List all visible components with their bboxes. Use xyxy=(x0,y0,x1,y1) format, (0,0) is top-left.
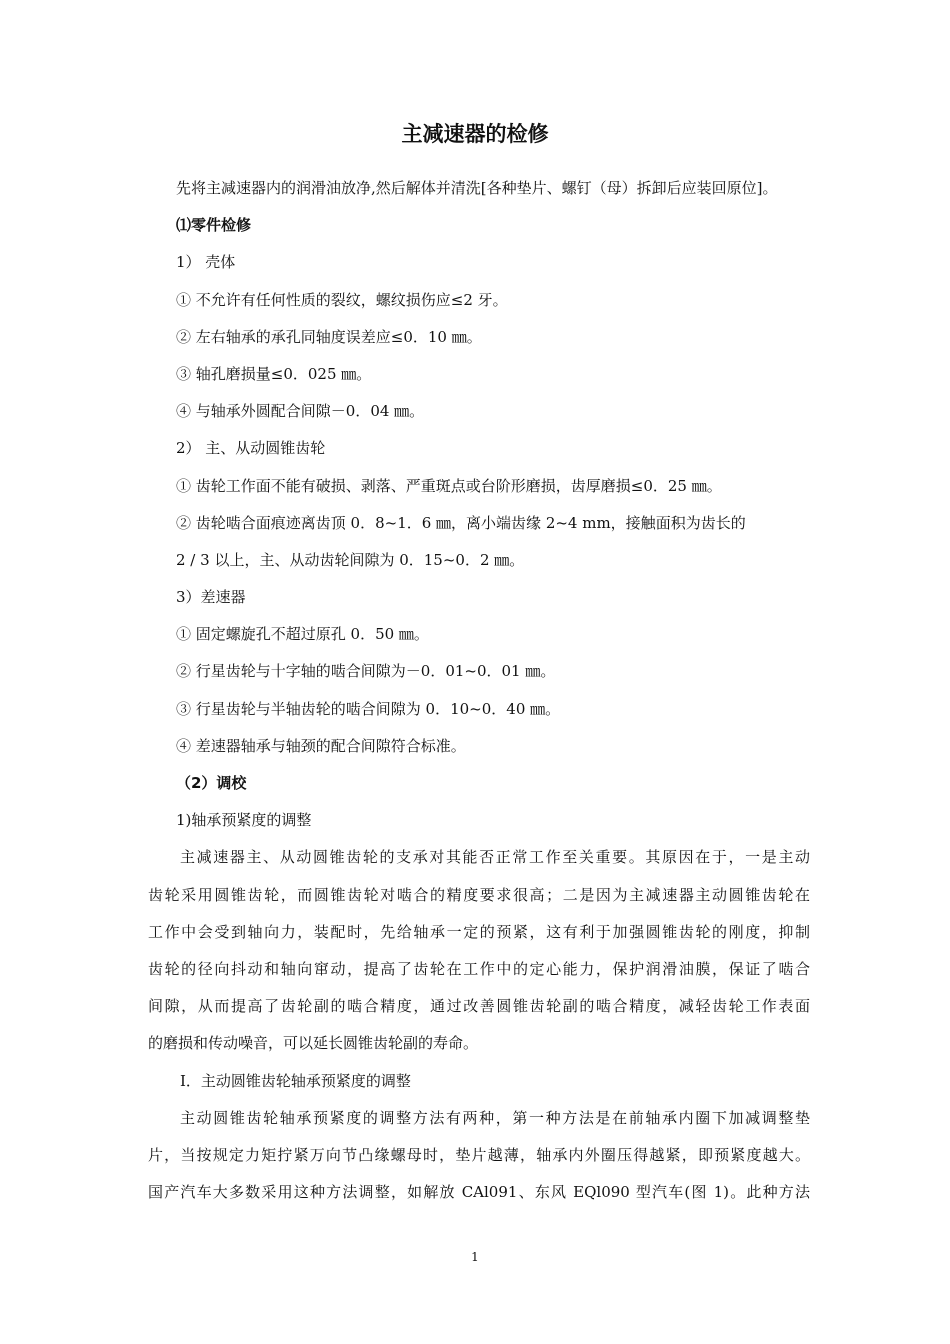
paragraph-line: 的磨损和传动噪音，可以延长圆锥齿轮副的寿命。 xyxy=(148,1034,479,1053)
page-title: 主减速器的检修 xyxy=(401,122,549,146)
paragraph-line: 国产汽车大多数采用这种方法调整，如解放 CAl091、东风 EQl090 型汽车(图 1)。此种方法 xyxy=(148,1183,810,1202)
subheading-differential: 3）差速器 xyxy=(176,588,246,607)
paragraph-line: 齿轮采用圆锥齿轮，而圆锥齿轮对啮合的精度要求很高；二是因为主减速器主动圆锥齿轮在 xyxy=(148,885,810,904)
list-item: ① 不允许有任何性质的裂纹，螺纹损伤应≤2 牙。 xyxy=(176,290,508,309)
paragraph-line: 工作中会受到轴向力，装配时，先给轴承一定的预紧，这有利于加强圆锥齿轮的刚度，抑制 xyxy=(148,922,810,941)
section-heading-adjustment: （2）调校 xyxy=(176,774,247,792)
paragraph-line: 间隙，从而提高了齿轮副的啮合精度，通过改善圆锥齿轮副的啮合精度，减轻齿轮工作表面 xyxy=(148,997,810,1016)
section-heading-inspection: ⑴零件检修 xyxy=(176,216,252,235)
paragraph-line: 片，当按规定力矩拧紧万向节凸缘螺母时，垫片越薄，轴承内外圈压得越紧，即预紧度越大。 xyxy=(148,1145,810,1164)
intro-paragraph: 先将主减速器内的润滑油放净,然后解体并清洗[各种垫片、螺钉（母）拆卸后应装回原位]。 xyxy=(176,179,778,197)
list-item: ② 左右轴承的承孔同轴度误差应≤0．10 ㎜。 xyxy=(176,327,482,346)
list-item: ④ 与轴承外圆配合间隙－0．04 ㎜。 xyxy=(176,402,425,421)
subheading-bearing-preload: 1)轴承预紧度的调整 xyxy=(176,811,312,830)
list-item: ③ 行星齿轮与半轴齿轮的啮合间隙为 0．10~0．40 ㎜。 xyxy=(176,699,561,718)
list-item: ① 齿轮工作面不能有破损、剥落、严重斑点或台阶形磨损，齿厚磨损≤0．25 ㎜。 xyxy=(176,476,722,495)
list-item: ② 行星齿轮与十字轴的啮合间隙为－0．01~0．01 ㎜。 xyxy=(176,662,556,681)
subheading-housing: 1） 壳体 xyxy=(176,253,236,272)
list-item: ④ 差速器轴承与轴颈的配合间隙符合标准。 xyxy=(176,736,466,755)
list-item: ③ 轴孔磨损量≤0．025 ㎜。 xyxy=(176,364,372,383)
paragraph-line: 主动圆锥齿轮轴承预紧度的调整方法有两种，第一种方法是在前轴承内圈下加减调整垫 xyxy=(180,1108,810,1127)
subheading-drive-gear-preload: Ⅰ．主动圆锥齿轮轴承预紧度的调整 xyxy=(180,1071,411,1090)
paragraph-line: 主减速器主、从动圆锥齿轮的支承对其能否正常工作至关重要。其原因在于，一是主动 xyxy=(180,848,810,867)
page-number: 1 xyxy=(471,1250,479,1264)
paragraph-line: 齿轮的径向抖动和轴向窜动，提高了齿轮在工作中的定心能力，保护润滑油膜，保证了啮合 xyxy=(148,959,810,978)
subheading-bevel-gears: 2） 主、从动圆锥齿轮 xyxy=(176,439,326,458)
list-item-continuation: 2 / 3 以上，主、从动齿轮间隙为 0．15~0．2 ㎜。 xyxy=(176,550,525,569)
list-item: ① 固定螺旋孔不超过原孔 0．50 ㎜。 xyxy=(176,625,429,644)
document-body xyxy=(148,170,810,1211)
list-item: ② 齿轮啮合面痕迹离齿顶 0．8~1．6 ㎜，离小端齿缘 2~4 mm，接触面积为齿长的 xyxy=(176,513,746,532)
